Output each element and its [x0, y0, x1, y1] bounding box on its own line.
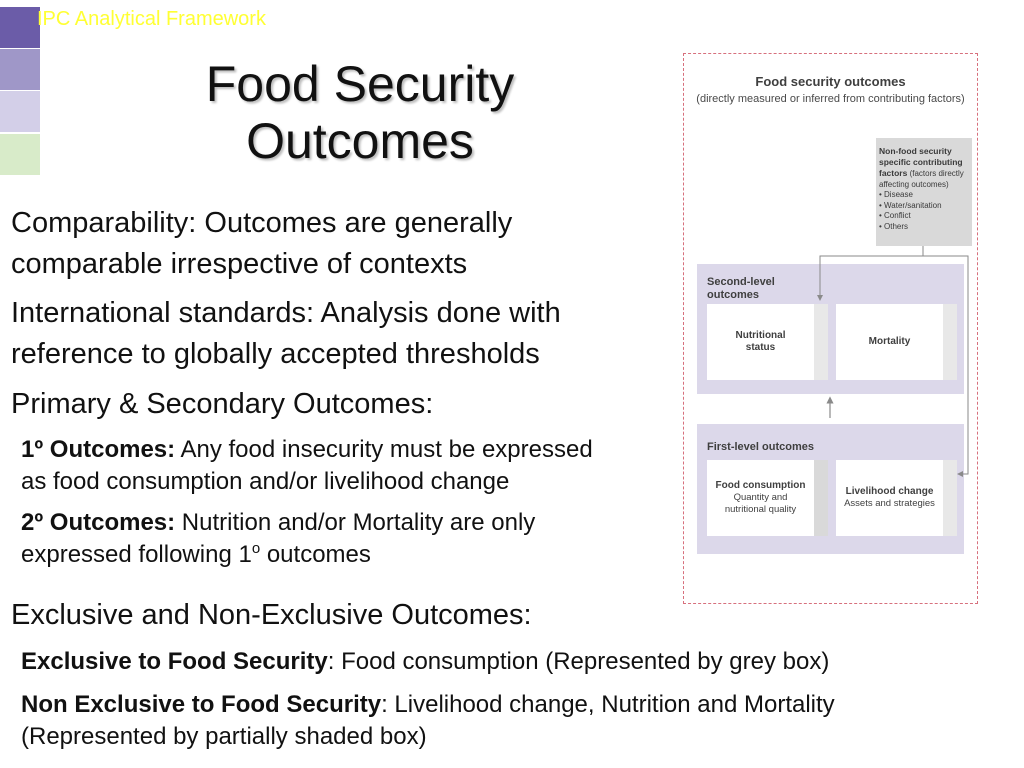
label-line: Second-level — [707, 276, 775, 288]
non-food-item: • Conflict — [879, 211, 968, 222]
box-sub-line: nutritional quality — [724, 504, 797, 515]
sub-line: as food consumption and/or livelihood change — [21, 468, 510, 495]
diagram-subtitle: (directly measured or inferred from contributing factors) — [696, 93, 965, 105]
secondary-text-b: outcomes — [260, 541, 371, 568]
non-exclusive-bold: Non Exclusive to Food Security — [21, 691, 382, 718]
bullet-line: International standards: Analysis done with — [11, 297, 561, 329]
sub-non-exclusive — [21, 689, 835, 753]
superscript: o — [251, 540, 261, 557]
sub-line — [21, 507, 535, 539]
sub-primary-outcomes — [21, 434, 593, 498]
accent-square-light — [0, 91, 40, 132]
box-title-line: Nutritional — [735, 330, 786, 341]
primary-bold: 1º Outcomes: — [21, 436, 176, 463]
bullet-exclusive: Exclusive and Non-Exclusive Outcomes: — [11, 599, 532, 631]
box-sub-line: Assets and strategies — [844, 498, 935, 509]
box-sub-line: Quantity and — [733, 492, 788, 503]
bullet-line: Comparability: Outcomes are generally — [11, 207, 513, 239]
primary-text: Any food insecurity must be expressed — [175, 436, 593, 463]
bullet-standards — [11, 293, 561, 375]
accent-square-medium — [0, 49, 40, 90]
accent-square-green — [0, 134, 40, 175]
bullet-line: comparable irrespective of contexts — [11, 248, 468, 280]
non-food-title-line: Non-food security — [879, 146, 952, 156]
page-title — [150, 56, 570, 170]
secondary-bold: 2º Outcomes: — [21, 509, 176, 536]
title-line-1: Food Security — [205, 56, 515, 112]
non-food-item: • Others — [879, 222, 968, 233]
sub-line — [21, 434, 593, 466]
arrow-to-livelihood — [923, 256, 968, 474]
first-level-label: First-level outcomes — [707, 441, 814, 453]
exclusive-bold: Exclusive to Food Security — [21, 648, 328, 675]
non-food-item: • Disease — [879, 190, 968, 201]
non-food-note: (factors directly affecting outcomes) — [879, 169, 964, 189]
title-line-2: Outcomes — [246, 113, 474, 169]
sub-secondary-outcomes — [21, 507, 535, 571]
secondary-text: Nutrition and/or Mortality are only — [175, 509, 536, 536]
bullet-primary-secondary: Primary & Secondary Outcomes: — [11, 388, 434, 420]
sub-exclusive — [21, 646, 829, 678]
diagram-arrows — [684, 54, 979, 605]
sub-line — [21, 689, 835, 721]
sub-line — [21, 539, 535, 571]
label-line: outcomes — [707, 289, 759, 301]
non-food-item: • Water/sanitation — [879, 201, 968, 212]
box-title-line: status — [745, 342, 776, 353]
secondary-text-a: expressed following 1 — [21, 541, 252, 568]
box-title: Livelihood change — [845, 486, 934, 497]
food-security-diagram — [683, 53, 978, 604]
exclusive-text: : Food consumption (Represented by grey box) — [327, 648, 830, 675]
box-title: Food consumption — [715, 480, 806, 491]
box-title: Mortality — [868, 336, 911, 347]
brand-label: IPC Analytical Framework — [37, 8, 266, 30]
bullet-comparability — [11, 203, 512, 285]
bullet-line: reference to globally accepted thresholds — [11, 338, 540, 370]
diagram-title: Food security outcomes — [755, 74, 906, 89]
non-food-title-word: factors — [879, 168, 908, 178]
accent-square-dark — [0, 7, 40, 48]
non-food-title-line: specific contributing — [879, 157, 963, 167]
non-exclusive-text: : Livelihood change, Nutrition and Mortality — [381, 691, 835, 718]
sub-line: (Represented by partially shaded box) — [21, 723, 427, 750]
arrow-to-nutritional — [820, 246, 923, 298]
